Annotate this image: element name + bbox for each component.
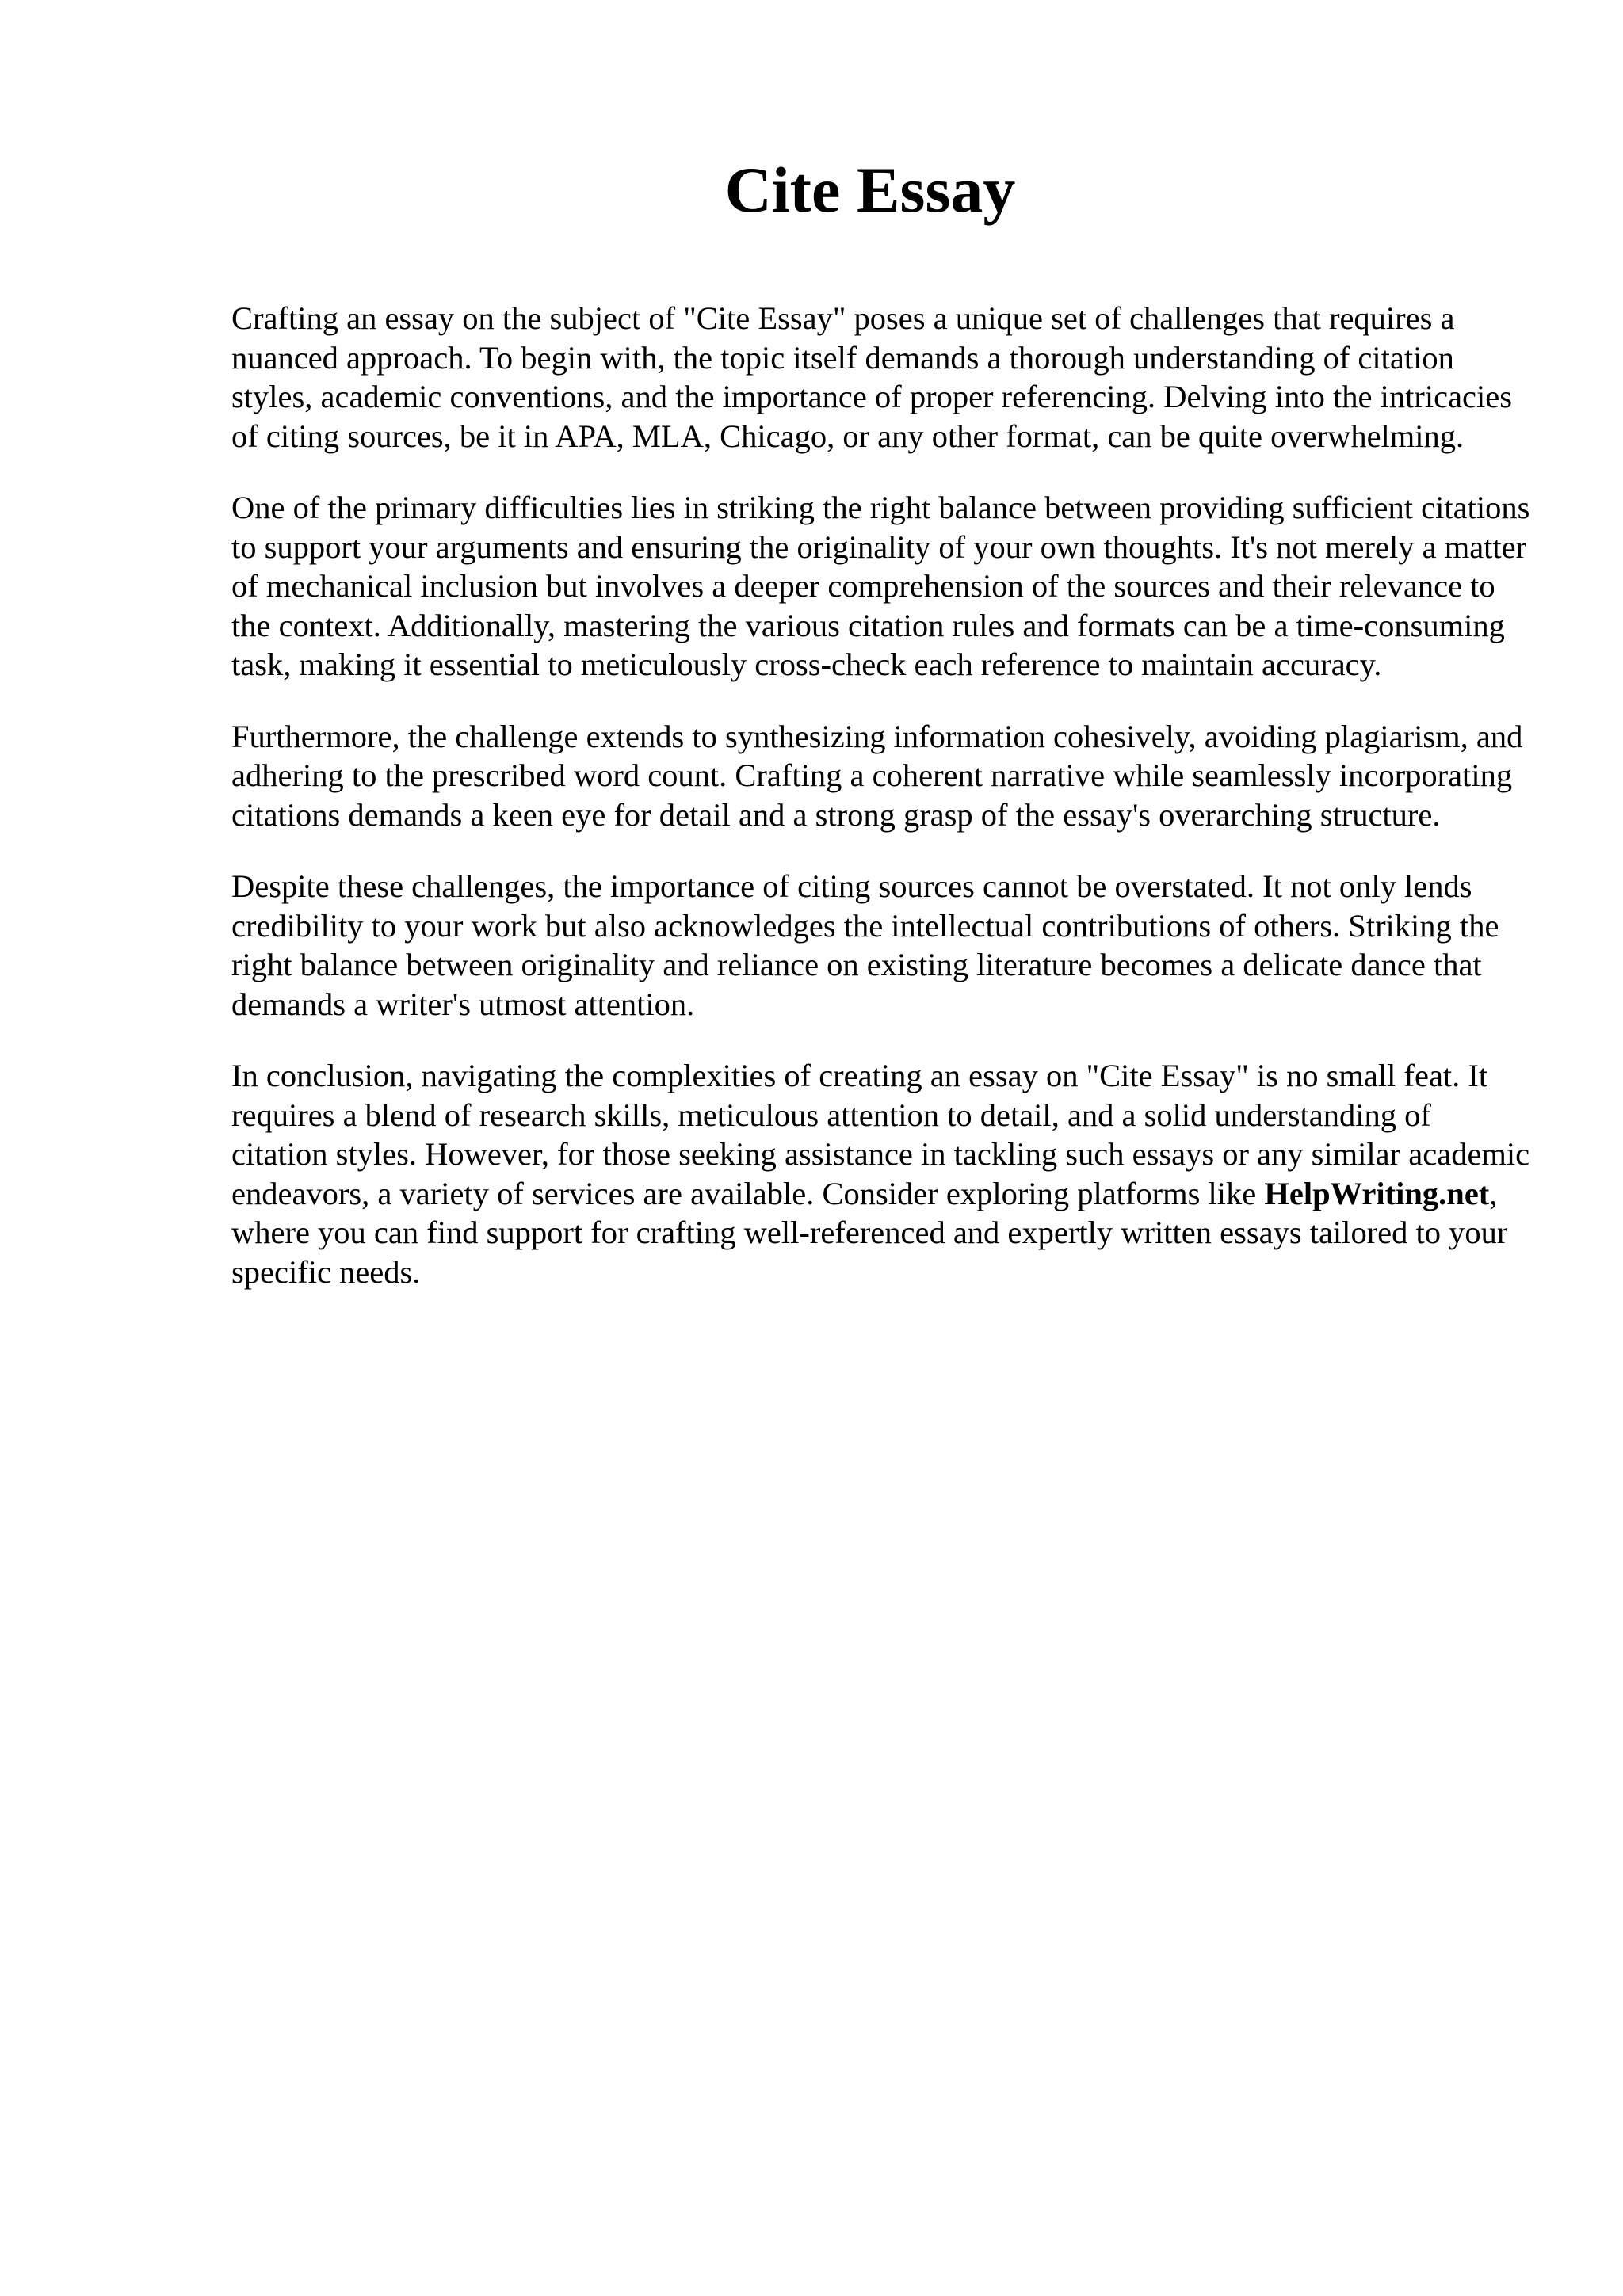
paragraph-3: Furthermore, the challenge extends to synthesizing information cohesively, avoiding plagiarism, and adhering to the prescribed word count. Crafting a coherent narrative while seamlessly incorporating citations demands a keen eye for detail and a strong grasp of the essay's overarching structure. [231,718,1523,833]
paragraph-1: Crafting an essay on the subject of "Cite Essay" poses a unique set of challenges that requires a nuanced approach. To begin with, the topic itself demands a thorough understanding of citation styles, academic conventions, and the importance of proper referencing. Delving into the intricacies of citing sources, be it in APA, MLA, Chicago, or any other format, can be quite overwhelming. [231,300,1513,454]
document-body [231,299,1531,1324]
paragraph-conclusion [231,1056,1531,1291]
conclusion-text-before: In conclusion, navigating the complexities of creating an essay on "Cite Essay" is no small feat. It requires a blend of research skills, meticulous attention to detail, and a solid understanding of citation styles. However, for those seeking assistance in tackling such essays or any similar academic endeavors, a variety of services are available. Consider exploring platforms like [231,1058,1530,1211]
paragraph-4: Despite these challenges, the importance of citing sources cannot be overstated. It not only lends credibility to your work but also acknowledges the intellectual contributions of others. Striking the right balance between originality and reliance on existing literature becomes a delicate dance that demands a writer's utmost attention. [231,868,1499,1022]
document-title: Cite Essay [724,154,1016,226]
conclusion-text-after: , where you can find support for crafting well-referenced and expertly written essays tailored to your specific needs. [231,1175,1508,1290]
brand-name: HelpWriting.net [1264,1175,1490,1211]
paragraph-2: One of the primary difficulties lies in striking the right balance between providing sufficient citations to support your arguments and ensuring the originality of your own thoughts. It's not merely a matter of mechanical inclusion but involves a deeper comprehension of the sources and their relevance to the context. Additionally, mastering the various citation rules and formats can be a time-consuming task, making it essential to meticulously cross-check each reference to maintain accuracy. [231,490,1530,682]
